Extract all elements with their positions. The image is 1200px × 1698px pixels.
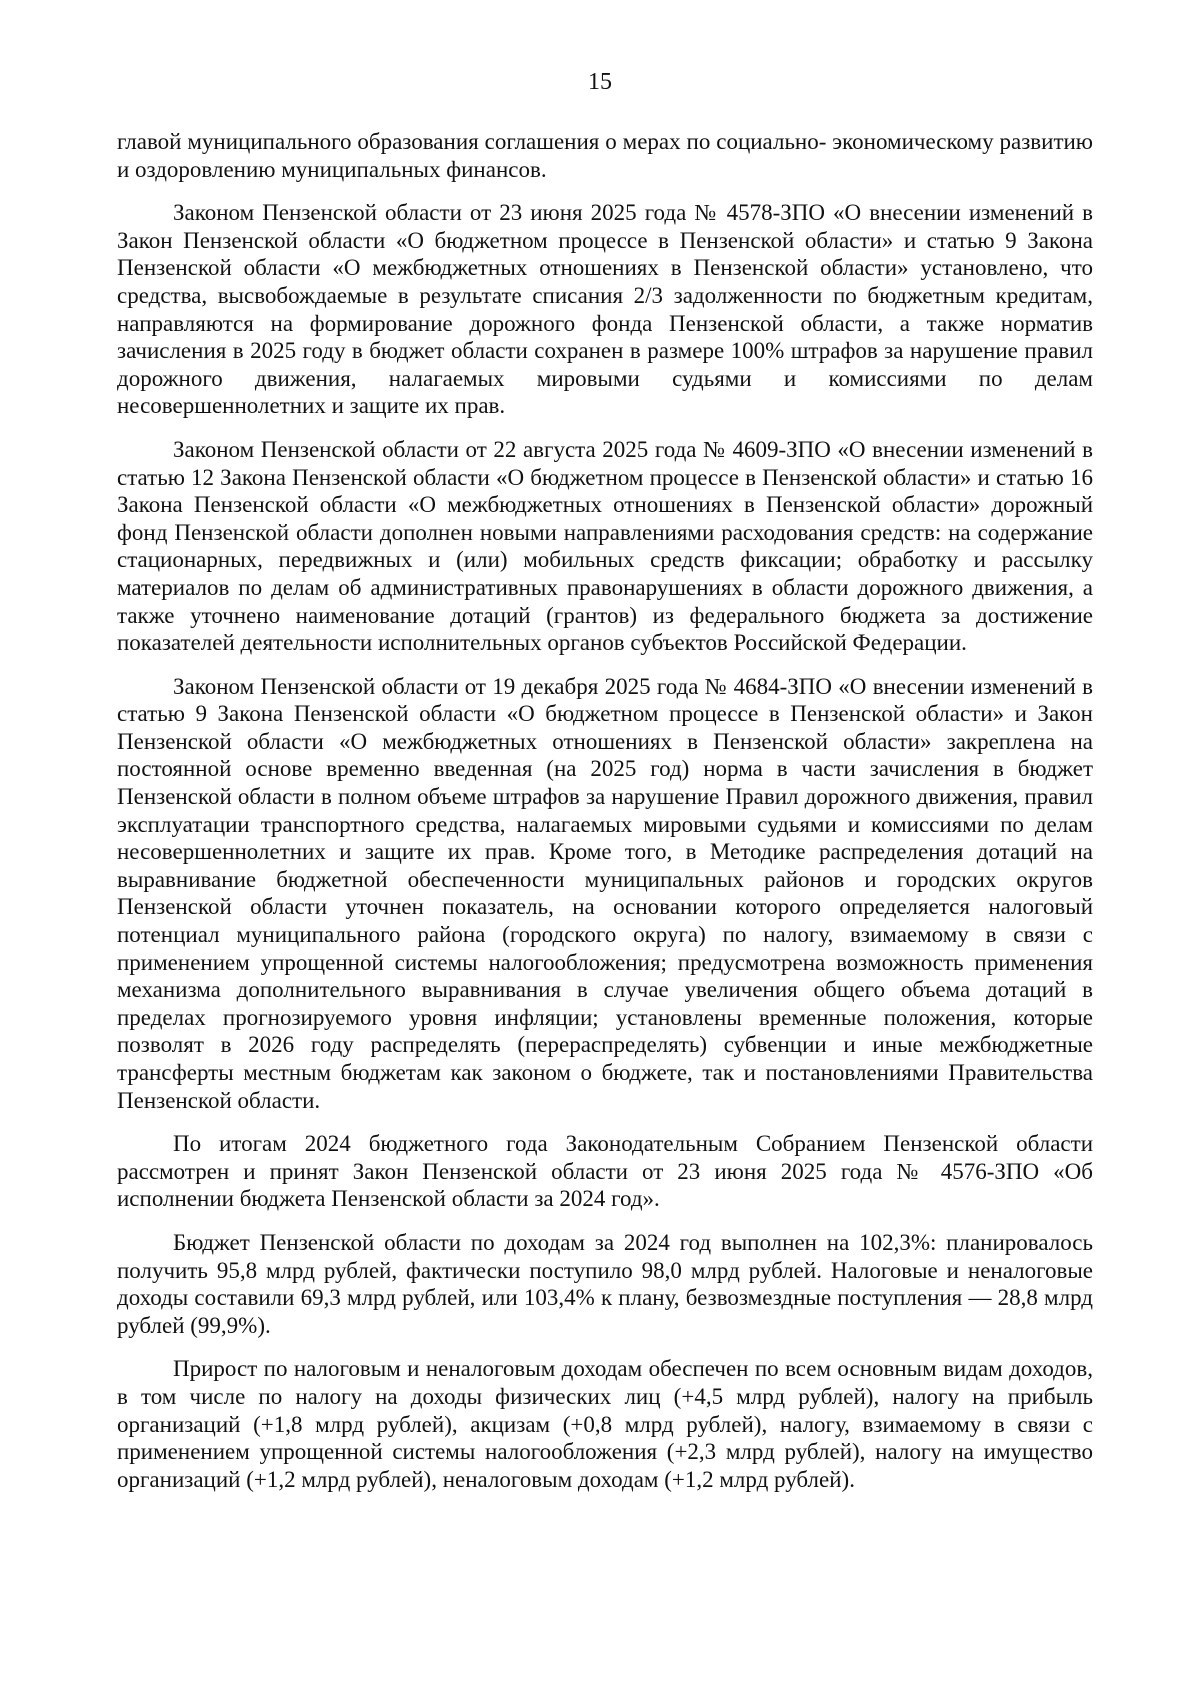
document-body — [117, 128, 1093, 1509]
paragraph-budget-execution-law: По итогам 2024 бюджетного года Законодательным Собранием Пензенской области рассмотрен и принят Закон Пензенской области от 23 июня 2025 года № 4576-ЗПО «Об исполнении бюджета Пензенской области за 2024 год». — [117, 1131, 1093, 1212]
paragraph-law-4684: Законом Пензенской области от 19 декабря 2025 года № 4684-ЗПО «О внесении изменений в статью 9 Закона Пензенской области «О бюджетном процессе в Пензенской области» и Закон Пензенской области «О межбюджетных отношениях в Пензенской области» закреплена на постоянной основе временно введенная (на 2025 год) норма в части зачисления в бюджет Пензенской области в полном объеме штрафов за нарушение Правил дорожного движения, правил эксплуатации транспортного средства, налагаемых мировыми судьями и комиссиями по делам несовершеннолетних и защите их прав. Кроме того, в Методике распределения дотаций на выравнивание бюджетной обеспеченности муниципальных районов и городских округов Пензенской области уточнен показатель, на основании которого определяется налоговый потенциал муниципального района (городского округа) по налогу, взимаемому в связи с применением упрощенной системы налогообложения; предусмотрена возможность применения механизма дополнительного выравнивания в случае увеличения общего объема дотаций в пределах прогнозируемого уровня инфляции; установлены временные положения, которые позволят в 2026 году распределять (перераспределять) субвенции и иные межбюджетные трансферты местным бюджетам как законом о бюджете, так и постановлениями Правительства Пензенской области. — [117, 673, 1093, 1113]
paragraph-law-4609: Законом Пензенской области от 22 августа 2025 года № 4609-ЗПО «О внесении изменений в статью 12 Закона Пензенской области «О бюджетном процессе в Пензенской области» и статью 16 Закона Пензенской области «О межбюджетных отношениях в Пензенской области» дорожный фонд Пензенской области дополнен новыми направлениями расходования средств: на содержание стационарных, передвижных и (или) мобильных средств фиксации; обработку и рассылку материалов по делам об административных правонарушениях в области дорожного движения, а также уточнено наименование дотаций (грантов) из федерального бюджета за достижение показателей деятельности исполнительных органов субъектов Российской Федерации. — [117, 436, 1093, 656]
paragraph-revenue-growth: Прирост по налоговым и неналоговым доходам обеспечен по всем основным видам доходов, в том числе по налогу на доходы физических лиц (+4,5 млрд рублей), налогу на прибыль организаций (+1,8 млрд рублей), акцизам (+0,8 млрд рублей), налогу, взимаемому в связи с применением упрощенной системы налогообложения (+2,3 млрд рублей), налогу на имущество организаций (+1,2 млрд рублей), неналоговым доходам (+1,2 млрд рублей). — [117, 1356, 1093, 1492]
page-number: 15 — [588, 69, 612, 95]
paragraph-continuation: главой муниципального образования соглашения о мерах по социально- экономическому развитию и оздоровлению муниципальных финансов. — [117, 129, 1093, 182]
paragraph-revenue-results: Бюджет Пензенской области по доходам за 2024 год выполнен на 102,3%: планировалось получить 95,8 млрд рублей, фактически поступило 98,0 млрд рублей. Налоговые и неналоговые доходы составили 69,3 млрд рублей, или 103,4% к плану, безвозмездные поступления — 28,8 млрд рублей (99,9%). — [117, 1229, 1093, 1338]
paragraph-law-4578: Законом Пензенской области от 23 июня 2025 года № 4578-ЗПО «О внесении изменений в Закон Пензенской области «О бюджетном процессе в Пензенской области» и статью 9 Закона Пензенской области «О межбюджетных отношениях в Пензенской области» установлено, что средства, высвобождаемые в результате списания 2/3 задолженности по бюджетным кредитам, направляются на формирование дорожного фонда Пензенской области, а также норматив зачисления в 2025 году в бюджет области сохранен в размере 100% штрафов за нарушение правил дорожного движения, налагаемых мировыми судьями и комиссиями по делам несовершеннолетних и защите их прав. — [117, 200, 1093, 419]
